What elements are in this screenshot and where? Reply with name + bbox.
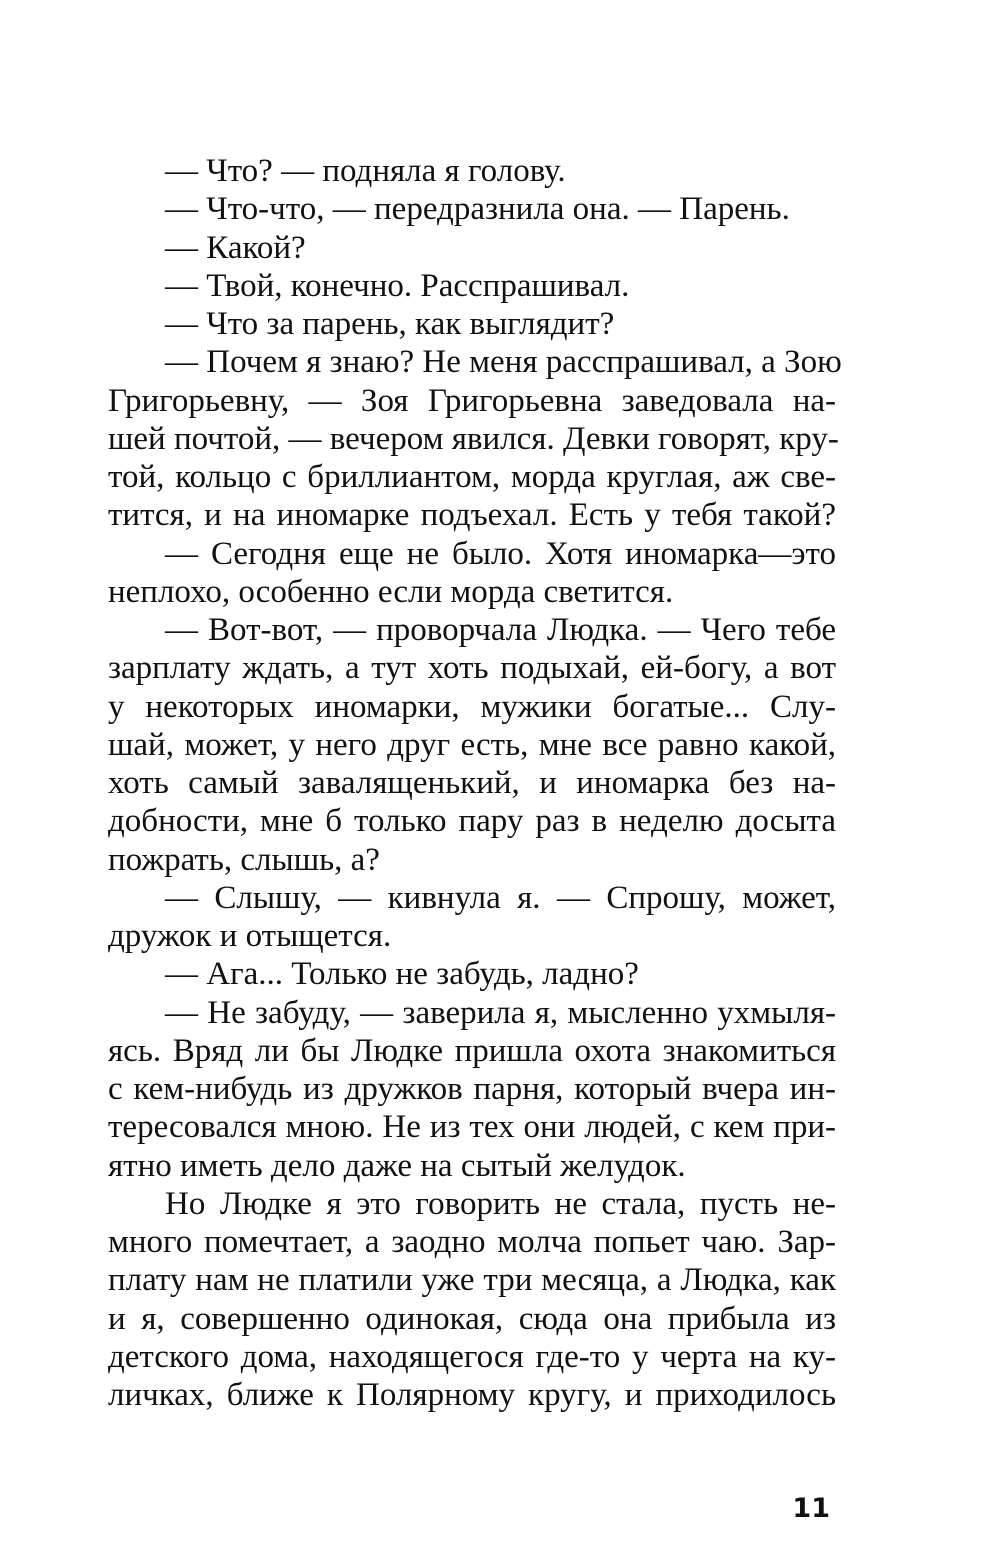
body-text xyxy=(108,152,842,1414)
text-line: дружок и отыщется. xyxy=(108,918,392,954)
text-line: добности, мне б только пару раз в неделю досыта xyxy=(108,803,836,840)
text-line: — Что? — подняла я голову. xyxy=(165,153,566,189)
text-line: тересовался мною. Не из тех они людей, с кем при- xyxy=(108,1109,836,1146)
text-line: — Почем я знаю? Не меня расспрашивал, а Зою xyxy=(165,344,842,381)
text-line: — Ага... Только не забудь, ладно? xyxy=(165,956,639,993)
text-line: Но Людке я это говорить не стала, пусть не- xyxy=(165,1185,836,1222)
text-line: — Сегодня еще не было. Хотя иномарка—это xyxy=(165,535,836,572)
text-line: с кем-нибудь из дружков парня, который вчера ин- xyxy=(108,1071,836,1107)
text-line: зарплату ждать, а тут хоть подыхай, ей-богу, а вот xyxy=(108,650,836,687)
text-line: той, кольцо с бриллиантом, морда круглая, аж све- xyxy=(108,459,836,495)
text-line: пожрать, слышь, а? xyxy=(108,841,380,878)
text-line: — Что за парень, как выглядит? xyxy=(165,306,615,342)
text-line: шей почтой, — вечером явился. Девки говорят, кру- xyxy=(108,420,839,457)
text-line: — Не забуду, — заверила я, мысленно ухмыля- xyxy=(165,994,836,1031)
text-line: много помечтает, а заодно молча попьет чаю. Зар- xyxy=(108,1224,836,1260)
text-line: неплохо, особенно если морда светится. xyxy=(108,573,674,610)
text-line: тится, и на иномарке подъехал. Есть у тебя такой? xyxy=(108,497,836,534)
text-line: Григорьевну, — Зоя Григорьевна заведовала на- xyxy=(108,382,836,419)
text-line: шай, может, у него друг есть, мне все равно какой, xyxy=(108,726,836,763)
text-line: и я, совершенно одинокая, сюда она прибыла из xyxy=(108,1300,836,1337)
text-line: хоть самый завалященький, и иномарка без на- xyxy=(108,765,836,801)
text-line: — Слышу, — кивнула я. — Спрошу, может, xyxy=(165,879,836,916)
text-line: у некоторых иномарки, мужики богатые... Слу- xyxy=(108,688,836,725)
text-line: — Вот-вот, — проворчала Людка. — Чего тебе xyxy=(165,612,836,648)
text-line: личках, ближе к Полярному кругу, и приходилось xyxy=(108,1377,836,1413)
text-line: — Что-что, — передразнила она. — Парень. xyxy=(165,191,790,228)
text-line: ясь. Вряд ли бы Людке пришла охота знакомиться xyxy=(108,1032,836,1069)
text-line: детского дома, находящегося где-то у черта на ку- xyxy=(108,1338,836,1375)
text-line: — Какой? xyxy=(165,229,306,266)
text-line: плату нам не платили уже три месяца, а Людка, как xyxy=(108,1262,836,1299)
text-line: ятно иметь дело даже на сытый желудок. xyxy=(108,1147,686,1184)
page-number: 11 xyxy=(792,1493,830,1524)
text-line: — Твой, конечно. Расспрашивал. xyxy=(165,267,630,304)
